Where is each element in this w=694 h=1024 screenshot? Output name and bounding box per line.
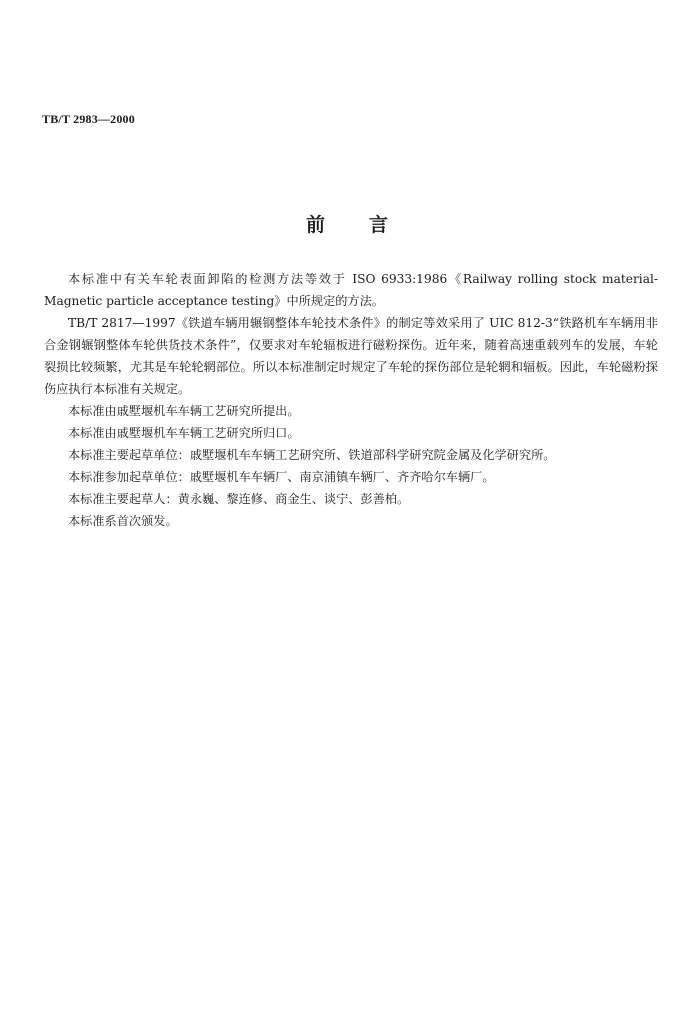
standard-code: TB/T 2983—2000 bbox=[42, 112, 135, 126]
paragraph-equivalence: 本标准中有关车轮表面卸陷的检测方法等效于 ISO 6933:1986《Railway rolling stock material-Magnetic particle acceptance testing》中所规定的方法。 bbox=[44, 272, 658, 308]
paragraph-proposed-by: 本标准由戚墅堰机车车辆工艺研究所提出。 bbox=[68, 404, 300, 418]
paragraph-participating-units: 本标准参加起草单位：戚墅堰机车车辆厂、南京浦镇车辆厂、齐齐哈尔车辆厂。 bbox=[68, 470, 495, 484]
foreword-body bbox=[44, 268, 658, 532]
foreword-title-char-2: 言 bbox=[369, 214, 389, 236]
paragraph-managed-by: 本标准由戚墅堰机车车辆工艺研究所归口。 bbox=[68, 426, 300, 440]
paragraph-background: TB/T 2817—1997《铁道车辆用辗钢整体车轮技术条件》的制定等效采用了 UIC 812-3“铁路机车车辆用非合金钢辗钢整体车轮供货技术条件”，仅要求对车轮辐板进行磁粉探伤。近年来，随着高速重载列车的发展，车轮裂损比较频繁，尤其是车轮轮辋部位。所以本标准制定时规定了车轮的探伤部位是轮辋和辐板。因此，车轮磁粉探伤应执行本标准有关规定。 bbox=[44, 316, 658, 396]
foreword-title bbox=[0, 210, 694, 237]
paragraph-first-issue: 本标准系首次颁发。 bbox=[68, 514, 178, 528]
paragraph-main-drafters: 本标准主要起草人：黄永巍、黎连修、商金生、谈宁、彭善柏。 bbox=[68, 492, 410, 506]
foreword-title-char-1: 前 bbox=[305, 214, 325, 236]
paragraph-main-drafting-units: 本标准主要起草单位：戚墅堰机车车辆工艺研究所、铁道部科学研究院金属及化学研究所。 bbox=[68, 448, 556, 462]
